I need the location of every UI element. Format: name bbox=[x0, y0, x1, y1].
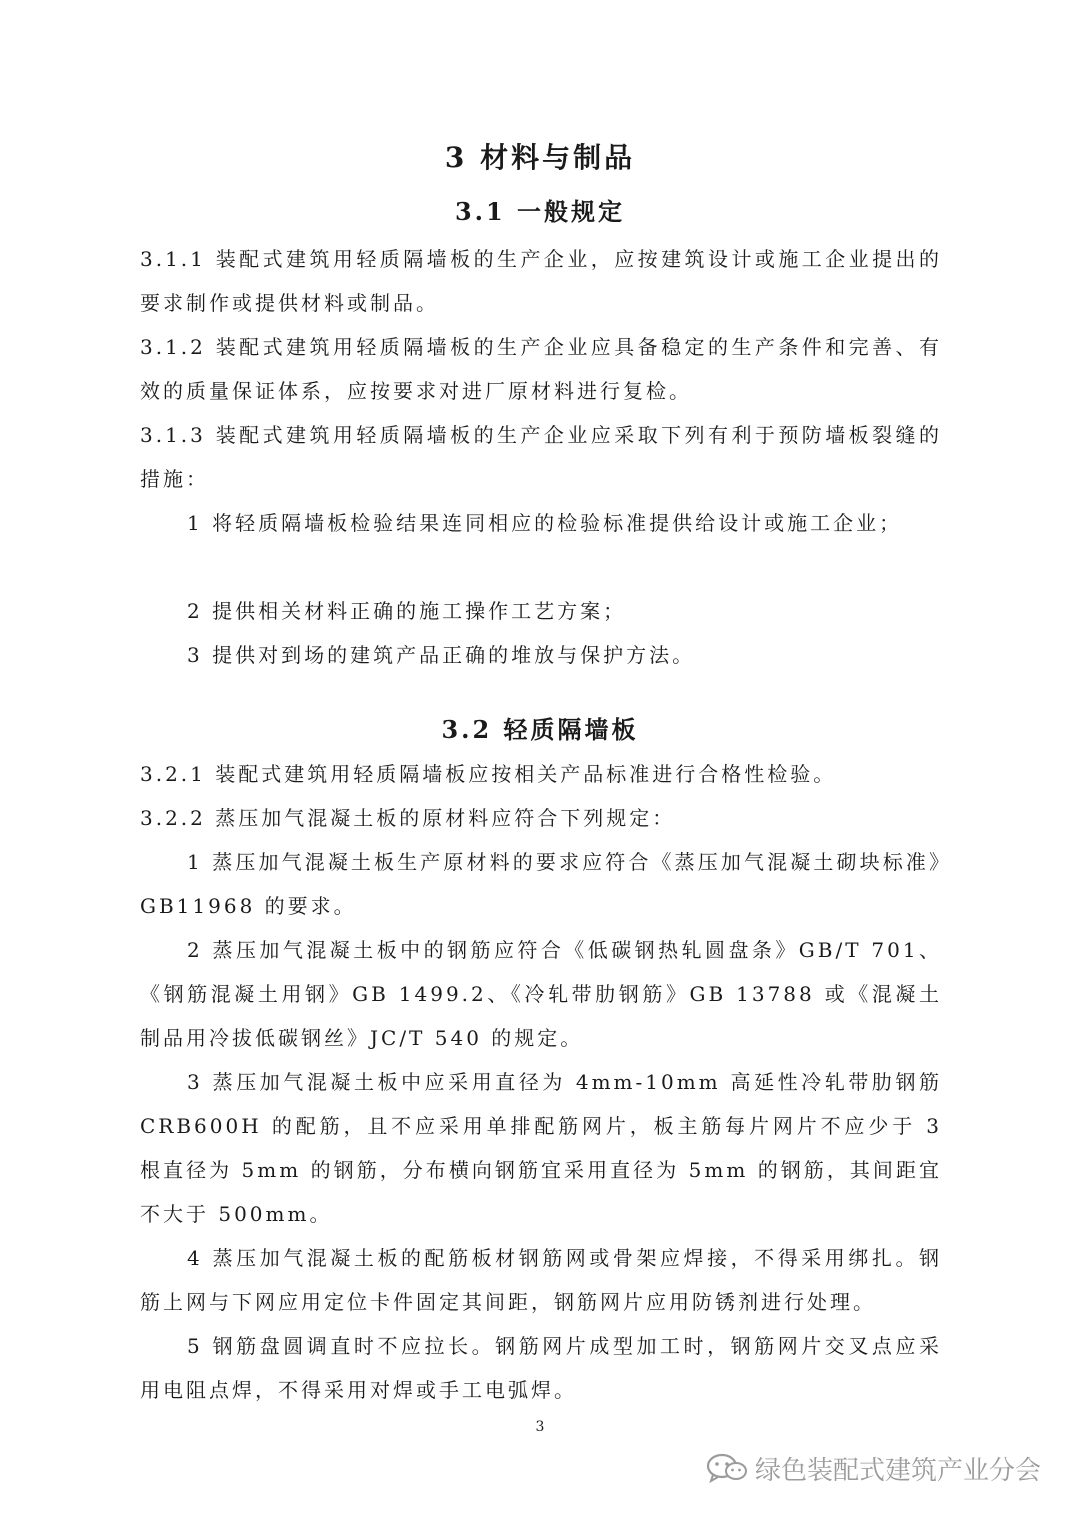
paragraph-3-1-1: 3.1.1 装配式建筑用轻质隔墙板的生产企业，应按建筑设计或施工企业提出的要求制作或提供材料或制品。 bbox=[140, 247, 942, 315]
section-heading-3-2: 3.2 轻质隔墙板 bbox=[441, 715, 639, 744]
list-item-3-2-2-5: 5 钢筋盘圆调直时不应拉长。钢筋网片成型加工时，钢筋网片交叉点应采用电阻点焊，不得采用对焊或手工电弧焊。 bbox=[140, 1334, 942, 1402]
page-number: 3 bbox=[535, 1419, 545, 1435]
list-item-3-2-2-1: 1 蒸压加气混凝土板生产原材料的要求应符合《蒸压加气混凝土砌块标准》GB11968 的要求。 bbox=[140, 850, 942, 918]
list-item-3-1-3-1: 1 将轻质隔墙板检验结果连同相应的检验标准提供给设计或施工企业； bbox=[187, 511, 903, 535]
watermark bbox=[705, 1451, 1041, 1485]
list-item-3-2-2-2: 2 蒸压加气混凝土板中的钢筋应符合《低碳钢热轧圆盘条》GB/T 701、《钢筋混凝土用钢》GB 1499.2、《冷轧带肋钢筋》GB 13788 或《混凝土制品用冷拔低碳钢丝》JC/T 540 的规定。 bbox=[140, 938, 942, 1050]
list-item-3-2-2-4: 4 蒸压加气混凝土板的配筋板材钢筋网或骨架应焊接，不得采用绑扎。钢筋上网与下网应用定位卡件固定其间距，钢筋网片应用防锈剂进行处理。 bbox=[140, 1246, 942, 1314]
watermark-text: 绿色装配式建筑产业分会 bbox=[755, 1455, 1042, 1486]
list-item-3-1-3-2: 2 提供相关材料正确的施工操作工艺方案； bbox=[187, 599, 627, 623]
wechat-icon bbox=[705, 1453, 749, 1483]
list-item-3-1-3-3: 3 提供对到场的建筑产品正确的堆放与保护方法。 bbox=[187, 643, 696, 667]
paragraph-3-2-1: 3.2.1 装配式建筑用轻质隔墙板应按相关产品标准进行合格性检验。 bbox=[140, 762, 837, 786]
paragraph-3-2-2: 3.2.2 蒸压加气混凝土板的原材料应符合下列规定： bbox=[140, 806, 676, 830]
section-heading-3-1: 3.1 一般规定 bbox=[454, 197, 626, 226]
list-item-3-2-2-3: 3 蒸压加气混凝土板中应采用直径为 4mm-10mm 高延性冷轧带肋钢筋 CRB600H 的配筋，且不应采用单排配筋网片，板主筋每片网片不应少于 3 根直径为 5mm 的钢筋，分布横向钢筋宜采用直径为 5mm 的钢筋，其间距宜不大于 500mm。 bbox=[140, 1070, 942, 1226]
paragraph-3-1-2: 3.1.2 装配式建筑用轻质隔墙板的生产企业应具备稳定的生产条件和完善、有效的质量保证体系，应按要求对进厂原材料进行复检。 bbox=[140, 335, 942, 403]
chapter-title: 3 材料与制品 bbox=[444, 141, 636, 174]
paragraph-3-1-3: 3.1.3 装配式建筑用轻质隔墙板的生产企业应采取下列有利于预防墙板裂缝的措施： bbox=[140, 423, 942, 491]
